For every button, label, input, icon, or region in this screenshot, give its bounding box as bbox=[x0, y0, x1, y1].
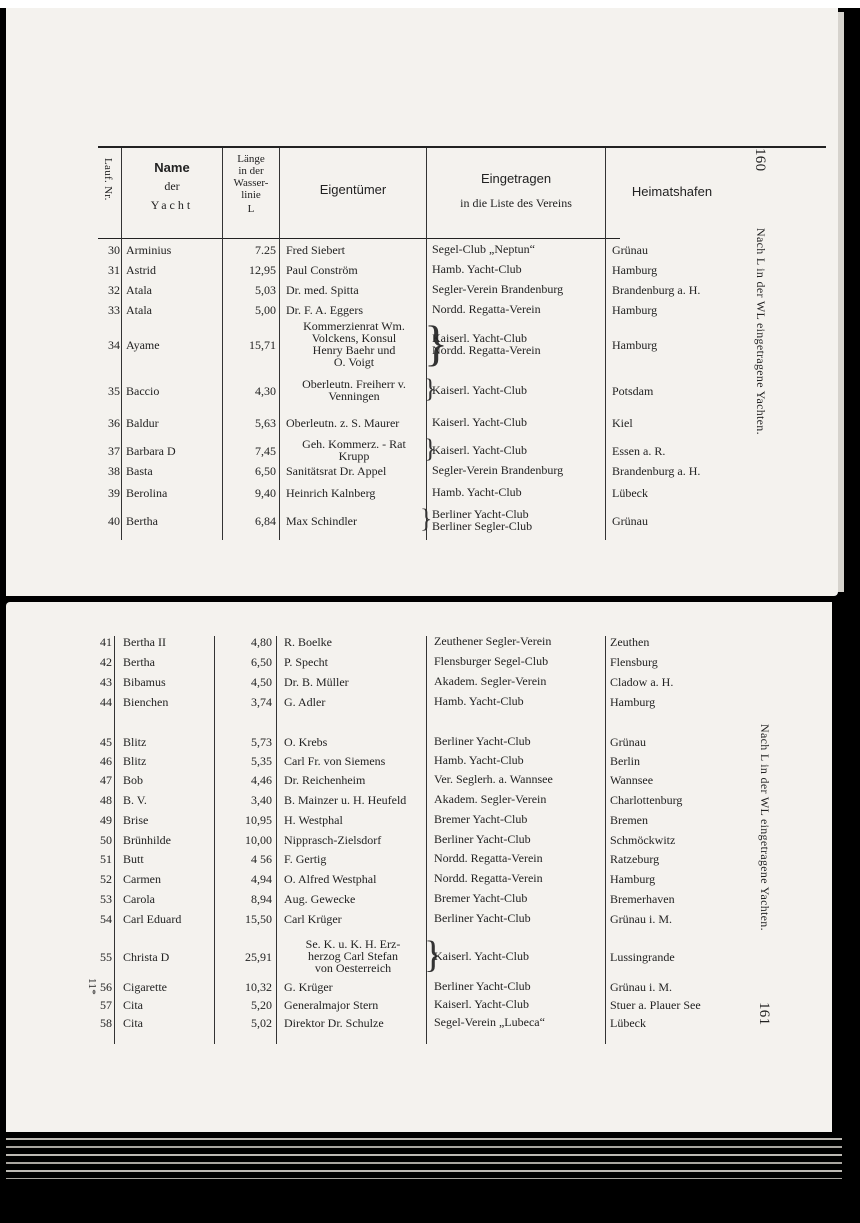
home-port: Brandenburg a. H. bbox=[612, 283, 701, 297]
home-port: Lübeck bbox=[612, 486, 648, 500]
owner-name: F. Gertig bbox=[284, 852, 327, 866]
club-name: Nordd. Regatta-Verein bbox=[434, 871, 543, 885]
header-length-1: Länge bbox=[237, 153, 265, 165]
club-name: Ver. Seglerh. a. Wannsee bbox=[434, 772, 553, 786]
yacht-name: Basta bbox=[126, 464, 153, 478]
owner-name: Nipprasch-Zielsdorf bbox=[284, 833, 382, 847]
club-name: Nordd. Regatta-Verein bbox=[432, 343, 541, 357]
header-lauf-nr: Lauf. Nr. bbox=[102, 158, 114, 201]
yacht-name: Bertha II bbox=[123, 635, 166, 649]
table-top-rule bbox=[98, 146, 826, 148]
club-name: Kaiserl. Yacht-Club bbox=[432, 443, 527, 457]
yacht-name: Cita bbox=[123, 1016, 143, 1030]
home-port: Bremen bbox=[610, 813, 648, 827]
row-number: 57 bbox=[100, 998, 112, 1012]
home-port: Kiel bbox=[612, 416, 633, 430]
owner-name: Max Schindler bbox=[286, 514, 357, 528]
row-number: 45 bbox=[100, 735, 112, 749]
club-name: Berliner Segler-Club bbox=[432, 519, 533, 533]
row-number: 38 bbox=[108, 464, 120, 478]
waterline-length: 10,32 bbox=[245, 980, 272, 994]
page-fan bbox=[6, 1154, 842, 1156]
yacht-name: Baldur bbox=[126, 416, 159, 430]
waterline-length: 6,50 bbox=[251, 655, 272, 669]
signature-mark: 11* bbox=[86, 978, 98, 995]
waterline-length: 3,74 bbox=[251, 695, 272, 709]
waterline-length: 5,03 bbox=[255, 283, 276, 297]
row-number: 53 bbox=[100, 892, 112, 906]
club-name: Nordd. Regatta-Verein bbox=[434, 851, 543, 865]
waterline-length: 4,46 bbox=[251, 773, 272, 787]
row-number: 43 bbox=[100, 675, 112, 689]
owner-name: Henry Baehr und bbox=[312, 343, 396, 357]
home-port: Zeuthen bbox=[610, 635, 650, 649]
waterline-length: 3,40 bbox=[251, 793, 272, 807]
owner-name: Volckens, Konsul bbox=[311, 331, 397, 345]
header-name-yacht: Yacht bbox=[150, 198, 194, 212]
home-port: Charlottenburg bbox=[610, 793, 683, 807]
brace-mark: } bbox=[424, 434, 437, 463]
home-port: Flensburg bbox=[610, 655, 658, 669]
club-name: Hamb. Yacht-Club bbox=[432, 262, 522, 276]
owner-name: Sanitätsrat Dr. Appel bbox=[286, 464, 387, 478]
owner-name: G. Krüger bbox=[284, 980, 333, 994]
yacht-name: Carola bbox=[123, 892, 155, 906]
owner-name: Heinrich Kalnberg bbox=[286, 486, 376, 500]
header-owner: Eigentümer bbox=[319, 182, 387, 197]
waterline-length: 10,00 bbox=[245, 833, 272, 847]
club-name: Segel-Verein „Lubeca“ bbox=[434, 1015, 545, 1029]
owner-name: R. Boelke bbox=[284, 635, 332, 649]
page-fan bbox=[6, 1170, 842, 1172]
owner-name: Venningen bbox=[328, 389, 380, 403]
club-name: Akadem. Segler-Verein bbox=[434, 792, 547, 806]
club-name: Flensburger Segel-Club bbox=[434, 654, 549, 668]
page-fan bbox=[6, 1178, 842, 1179]
waterline-length: 4,94 bbox=[251, 872, 272, 886]
waterline-length: 4,80 bbox=[251, 635, 272, 649]
col-divider-length bbox=[276, 636, 277, 1044]
yacht-name: Brise bbox=[123, 813, 149, 827]
owner-name: Aug. Gewecke bbox=[284, 892, 356, 906]
col-divider-nr bbox=[114, 636, 115, 1044]
waterline-length: 9,40 bbox=[255, 486, 276, 500]
col-divider-name bbox=[214, 636, 215, 1044]
home-port: Schmöckwitz bbox=[610, 833, 676, 847]
home-port: Hamburg bbox=[610, 872, 656, 886]
yacht-name: Carl Eduard bbox=[123, 912, 182, 926]
row-number: 32 bbox=[108, 283, 120, 297]
home-port: Essen a. R. bbox=[612, 444, 666, 458]
home-port: Hamburg bbox=[612, 338, 658, 352]
yacht-name: Carmen bbox=[123, 872, 161, 886]
yacht-name: Barbara D bbox=[126, 444, 176, 458]
club-name: Kaiserl. Yacht-Club bbox=[434, 949, 529, 963]
col-divider-club bbox=[605, 148, 606, 540]
row-number: 58 bbox=[100, 1016, 112, 1030]
waterline-length: 4,50 bbox=[251, 675, 272, 689]
yacht-name: Cita bbox=[123, 998, 143, 1012]
owner-name: Se. K. u. K. H. Erz- bbox=[305, 937, 401, 951]
club-name: Zeuthener Segler-Verein bbox=[434, 634, 552, 648]
row-number: 31 bbox=[108, 263, 120, 277]
yacht-name: Bertha bbox=[123, 655, 155, 669]
waterline-length: 4,30 bbox=[255, 384, 276, 398]
home-port: Lussingrande bbox=[610, 950, 675, 964]
owner-name: Oberleutn. z. S. Maurer bbox=[286, 416, 400, 430]
waterline-length: 5,63 bbox=[255, 416, 276, 430]
yacht-name: Berolina bbox=[126, 486, 168, 500]
yacht-name: Bertha bbox=[126, 514, 158, 528]
home-port: Ratzeburg bbox=[610, 852, 660, 866]
waterline-length: 8,94 bbox=[251, 892, 272, 906]
yacht-name: Christa D bbox=[123, 950, 170, 964]
col-divider-name bbox=[222, 148, 223, 540]
header-length-5: L bbox=[247, 203, 255, 215]
page-160 bbox=[6, 8, 838, 596]
home-port: Grünau bbox=[612, 243, 648, 257]
row-number: 52 bbox=[100, 872, 112, 886]
yacht-name: Ayame bbox=[126, 338, 160, 352]
home-port: Grünau i. M. bbox=[610, 980, 672, 994]
waterline-length: 6,50 bbox=[255, 464, 276, 478]
row-number: 36 bbox=[108, 416, 120, 430]
col-divider-nr bbox=[121, 148, 122, 540]
owner-name: O. Voigt bbox=[333, 355, 375, 369]
owner-name: Dr. B. Müller bbox=[284, 675, 349, 689]
col-divider-length bbox=[279, 148, 280, 540]
home-port: Brandenburg a. H. bbox=[612, 464, 701, 478]
yacht-name: Blitz bbox=[123, 754, 147, 768]
row-number: 54 bbox=[100, 912, 112, 926]
waterline-length: 5,35 bbox=[251, 754, 272, 768]
row-number: 39 bbox=[108, 486, 120, 500]
row-number: 50 bbox=[100, 833, 112, 847]
row-number: 37 bbox=[108, 444, 120, 458]
home-port: Stuer a. Plauer See bbox=[610, 998, 701, 1012]
row-number: 48 bbox=[100, 793, 112, 807]
club-name: Bremer Yacht-Club bbox=[434, 891, 528, 905]
home-port: Hamburg bbox=[612, 303, 658, 317]
home-port: Berlin bbox=[610, 754, 640, 768]
row-number: 41 bbox=[100, 635, 112, 649]
owner-name: O. Krebs bbox=[284, 735, 328, 749]
waterline-length: 15,71 bbox=[249, 338, 276, 352]
header-bottom-rule bbox=[98, 238, 620, 239]
yacht-name: Brünhilde bbox=[123, 833, 171, 847]
club-name: Berliner Yacht-Club bbox=[434, 911, 531, 925]
header-length-2: in der bbox=[238, 165, 264, 177]
home-port: Lübeck bbox=[610, 1016, 646, 1030]
waterline-length: 5,02 bbox=[251, 1016, 272, 1030]
waterline-length: 5,20 bbox=[251, 998, 272, 1012]
row-number: 44 bbox=[100, 695, 112, 709]
owner-name: Generalmajor Stern bbox=[284, 998, 379, 1012]
scan-border-top bbox=[0, 0, 860, 8]
yacht-name: Cigarette bbox=[123, 980, 167, 994]
yacht-name: Bibamus bbox=[123, 675, 166, 689]
waterline-length: 10,95 bbox=[245, 813, 272, 827]
header-length-4: linie bbox=[241, 189, 261, 201]
page-fan bbox=[6, 1138, 842, 1140]
home-port: Grünau i. M. bbox=[610, 912, 672, 926]
row-number: 46 bbox=[100, 754, 112, 768]
yacht-name: Arminius bbox=[126, 243, 172, 257]
yacht-name: Blitz bbox=[123, 735, 147, 749]
page-edge bbox=[838, 12, 844, 592]
home-port: Hamburg bbox=[610, 695, 656, 709]
page-number: 160 bbox=[752, 148, 768, 172]
owner-name: Dr. med. Spitta bbox=[286, 283, 359, 297]
yacht-name: Astrid bbox=[126, 263, 156, 277]
header-length-3: Wasser- bbox=[233, 177, 269, 189]
owner-name: Direktor Dr. Schulze bbox=[284, 1016, 384, 1030]
running-title: Nach L in der WL eingetragene Yachten. bbox=[758, 724, 772, 931]
brace-mark: } bbox=[424, 315, 448, 371]
club-name: Hamb. Yacht-Club bbox=[434, 694, 524, 708]
owner-name: Dr. Reichenheim bbox=[284, 773, 366, 787]
header-registered-sub: in die Liste des Vereins bbox=[460, 196, 572, 210]
club-name: Berliner Yacht-Club bbox=[434, 979, 531, 993]
club-name: Segler-Verein Brandenburg bbox=[432, 282, 564, 296]
home-port: Grünau bbox=[610, 735, 646, 749]
owner-name: Oberleutn. Freiherr v. bbox=[302, 377, 406, 391]
waterline-length: 7.25 bbox=[255, 243, 276, 257]
owner-name: Krupp bbox=[338, 449, 370, 463]
owner-name: Geh. Kommerz. - Rat bbox=[302, 437, 406, 451]
row-number: 51 bbox=[100, 852, 112, 866]
owner-name: G. Adler bbox=[284, 695, 326, 709]
club-name: Akadem. Segler-Verein bbox=[434, 674, 547, 688]
yacht-name: B. V. bbox=[123, 793, 147, 807]
home-port: Wannsee bbox=[610, 773, 654, 787]
waterline-length: 6,84 bbox=[255, 514, 276, 528]
owner-name: von Oesterreich bbox=[314, 961, 392, 975]
owner-name: Fred Siebert bbox=[286, 243, 345, 257]
waterline-length: 15,50 bbox=[245, 912, 272, 926]
club-name: Berliner Yacht-Club bbox=[434, 832, 531, 846]
waterline-length: 5,73 bbox=[251, 735, 272, 749]
club-name: Nordd. Regatta-Verein bbox=[432, 302, 541, 316]
home-port: Potsdam bbox=[612, 384, 654, 398]
owner-name: H. Westphal bbox=[284, 813, 343, 827]
row-number: 34 bbox=[108, 338, 120, 352]
home-port: Hamburg bbox=[612, 263, 658, 277]
row-number: 42 bbox=[100, 655, 112, 669]
brace-mark: } bbox=[424, 374, 437, 403]
owner-name: Dr. F. A. Eggers bbox=[286, 303, 364, 317]
page-161 bbox=[6, 602, 832, 1132]
header-name-der: der bbox=[164, 179, 180, 193]
club-name: Berliner Yacht-Club bbox=[432, 507, 529, 521]
club-name: Berliner Yacht-Club bbox=[434, 734, 531, 748]
yacht-name: Baccio bbox=[126, 384, 160, 398]
club-name: Kaiserl. Yacht-Club bbox=[432, 383, 527, 397]
club-name: Hamb. Yacht-Club bbox=[432, 485, 522, 499]
waterline-length: 25,91 bbox=[245, 950, 272, 964]
waterline-length: 4 56 bbox=[251, 852, 272, 866]
yacht-name: Butt bbox=[123, 852, 144, 866]
owner-name: Carl Fr. von Siemens bbox=[284, 754, 386, 768]
yacht-name: Atala bbox=[126, 283, 152, 297]
owner-name: B. Mainzer u. H. Heufeld bbox=[284, 793, 407, 807]
row-number: 33 bbox=[108, 303, 120, 317]
club-name: Segler-Verein Brandenburg bbox=[432, 463, 564, 477]
club-name: Kaiserl. Yacht-Club bbox=[432, 331, 527, 345]
row-number: 47 bbox=[100, 773, 112, 787]
waterline-length: 5,00 bbox=[255, 303, 276, 317]
owner-name: herzog Carl Stefan bbox=[308, 949, 398, 963]
club-name: Bremer Yacht-Club bbox=[434, 812, 528, 826]
row-number: 56 bbox=[100, 980, 112, 994]
header-home-port: Heimatshafen bbox=[631, 184, 713, 199]
row-number: 35 bbox=[108, 384, 120, 398]
owner-name: Paul Conström bbox=[286, 263, 358, 277]
page-fan bbox=[6, 1146, 842, 1148]
club-name: Kaiserl. Yacht-Club bbox=[434, 997, 529, 1011]
home-port: Cladow a. H. bbox=[610, 675, 674, 689]
row-number: 40 bbox=[108, 514, 120, 528]
running-title: Nach L in der WL eingetragene Yachten. bbox=[754, 228, 768, 435]
brace-mark: } bbox=[424, 934, 443, 976]
club-name: Segel-Club „Neptun“ bbox=[432, 242, 535, 256]
waterline-length: 12,95 bbox=[249, 263, 276, 277]
yacht-name: Bob bbox=[123, 773, 144, 787]
waterline-length: 7,45 bbox=[255, 444, 276, 458]
owner-name: O. Alfred Westphal bbox=[284, 872, 377, 886]
header-registered: Eingetragen bbox=[480, 171, 552, 186]
yacht-name: Atala bbox=[126, 303, 152, 317]
row-number: 55 bbox=[100, 950, 112, 964]
home-port: Bremerhaven bbox=[610, 892, 675, 906]
page-fan bbox=[6, 1162, 842, 1164]
header-name: Name bbox=[154, 160, 190, 175]
row-number: 49 bbox=[100, 813, 112, 827]
owner-name: Kommerzienrat Wm. bbox=[303, 319, 405, 333]
owner-name: Carl Krüger bbox=[284, 912, 342, 926]
col-divider-club bbox=[605, 636, 606, 1044]
row-number: 30 bbox=[108, 243, 120, 257]
home-port: Grünau bbox=[612, 514, 648, 528]
page-number: 161 bbox=[756, 1002, 772, 1026]
club-name: Hamb. Yacht-Club bbox=[434, 753, 524, 767]
club-name: Kaiserl. Yacht-Club bbox=[432, 415, 527, 429]
brace-mark: } bbox=[420, 504, 433, 533]
owner-name: P. Specht bbox=[284, 655, 329, 669]
yacht-name: Bienchen bbox=[123, 695, 169, 709]
col-divider-owner bbox=[426, 636, 427, 1044]
